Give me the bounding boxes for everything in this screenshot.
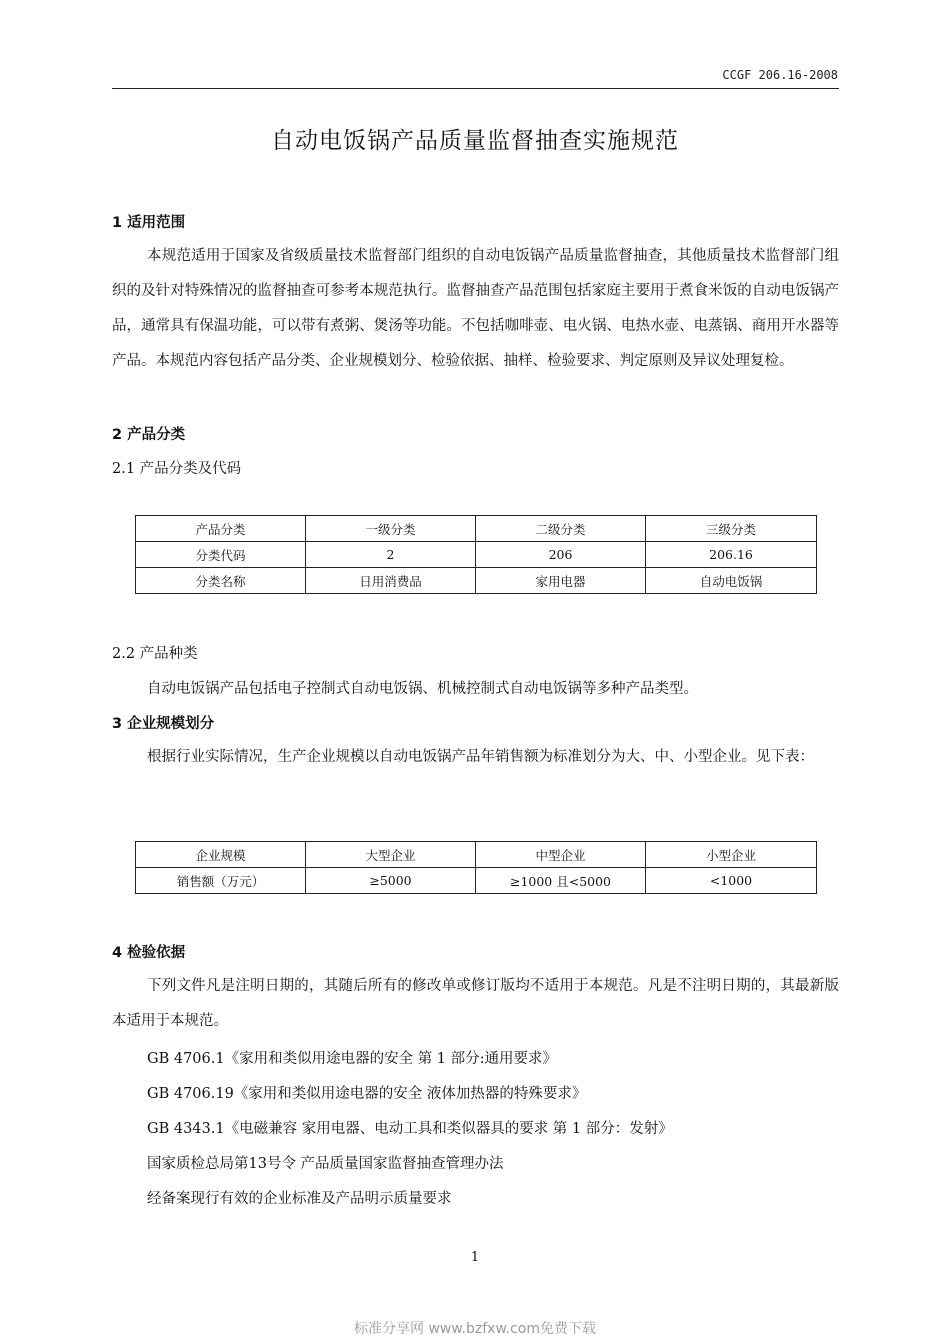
section-3-paragraph: 根据行业实际情况，生产企业规模以自动电饭锅产品年销售额为标准划分为大、中、小型企业。见下表： xyxy=(147,749,814,765)
enterprise-scale-table xyxy=(135,841,817,894)
table-cell: 中型企业 xyxy=(476,842,646,868)
section-1-paragraph: 本规范适用于国家及省级质量技术监督部门组织的自动电饭锅产品质量监督抽查，其他质量技术监督部门组织的及针对特殊情况的监督抽查可参考本规范执行。监督抽查产品范围包括家庭主要用于煮食米饭的自动电饭锅产品，通常具有保温功能，可以带有煮粥、煲汤等功能。不包括咖啡壶、电火锅、电热水壶、电蒸锅、商用开水器等产品。本规范内容包括产品分类、企业规模划分、检验依据、抽样、检验要求、判定原则及异议处理复检。 xyxy=(112,248,839,369)
section-4-paragraph: 下列文件凡是注明日期的，其随后所有的修改单或修订版均不适用于本规范。凡是不注明日期的，其最新版本适用于本规范。 xyxy=(112,978,839,1029)
section-2-1-heading: 2.1 产品分类及代码 xyxy=(112,461,242,477)
page-number: 1 xyxy=(470,1250,480,1265)
table-cell: ≥1000 且<5000 xyxy=(476,868,646,894)
section-1-heading: 1 适用范围 xyxy=(112,215,186,231)
table-cell: 2 xyxy=(306,542,476,568)
table-cell: 日用消费品 xyxy=(306,568,476,594)
document-title: 自动电饭锅产品质量监督抽查实施规范 xyxy=(271,128,679,154)
table-cell: 大型企业 xyxy=(306,842,476,868)
table-row xyxy=(136,542,817,568)
table-row xyxy=(136,516,817,542)
section-2-heading: 2 产品分类 xyxy=(112,427,186,443)
table-cell: 自动电饭锅 xyxy=(646,568,817,594)
reference-item: 国家质检总局第13号令 产品质量国家监督抽查管理办法 xyxy=(147,1156,504,1172)
classification-table xyxy=(135,515,817,594)
table-cell: 小型企业 xyxy=(646,842,817,868)
table-cell: 销售额（万元） xyxy=(136,868,306,894)
header-rule xyxy=(112,88,839,89)
table-row xyxy=(136,842,817,868)
section-3-heading: 3 企业规模划分 xyxy=(112,716,215,732)
table-cell: 分类名称 xyxy=(136,568,306,594)
table-cell: <1000 xyxy=(646,868,817,894)
table-cell: 企业规模 xyxy=(136,842,306,868)
table-cell: 家用电器 xyxy=(476,568,646,594)
table-cell: 产品分类 xyxy=(136,516,306,542)
table-row xyxy=(136,868,817,894)
reference-item: GB 4706.1《家用和类似用途电器的安全 第 1 部分:通用要求》 xyxy=(147,1051,558,1067)
table-cell: 三级分类 xyxy=(646,516,817,542)
table-row xyxy=(136,568,817,594)
reference-item: GB 4706.19《家用和类似用途电器的安全 液体加热器的特殊要求》 xyxy=(147,1086,587,1102)
section-4-heading: 4 检验依据 xyxy=(112,945,186,961)
table-cell: 一级分类 xyxy=(306,516,476,542)
table-cell: 206.16 xyxy=(646,542,817,568)
section-2-2-text: 自动电饭锅产品包括电子控制式自动电饭锅、机械控制式自动电饭锅等多种产品类型。 xyxy=(147,681,698,697)
table-cell: 206 xyxy=(476,542,646,568)
table-cell: ≥5000 xyxy=(306,868,476,894)
table-cell: 二级分类 xyxy=(476,516,646,542)
watermark-text: 标准分享网 www.bzfxw.com免费下载 xyxy=(354,1321,596,1337)
reference-item: GB 4343.1《电磁兼容 家用电器、电动工具和类似器具的要求 第 1 部分：发射》 xyxy=(147,1121,673,1137)
section-2-2-heading: 2.2 产品种类 xyxy=(112,646,198,662)
document-code: CCGF 206.16-2008 xyxy=(722,68,838,82)
reference-item: 经备案现行有效的企业标准及产品明示质量要求 xyxy=(147,1191,452,1207)
table-cell: 分类代码 xyxy=(136,542,306,568)
